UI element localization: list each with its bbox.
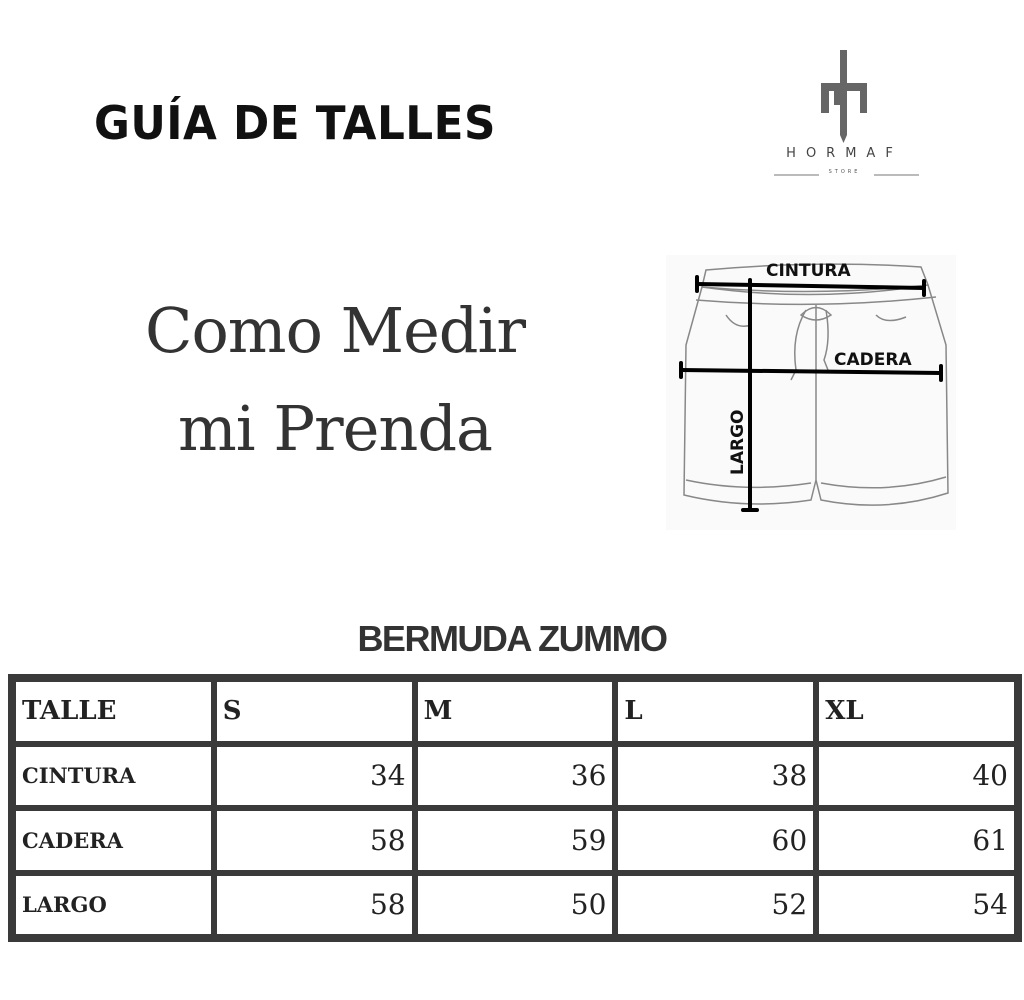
table-cell: 59 (415, 808, 616, 873)
brand-sub: STORE (828, 169, 861, 175)
table-cell: 40 (816, 744, 1017, 809)
row-label: CINTURA (13, 744, 214, 809)
table-cell: 61 (816, 808, 1017, 873)
shorts-diagram (666, 255, 956, 530)
header-cell: TALLE (13, 679, 214, 744)
shorts-icon (666, 255, 956, 530)
table-row (13, 873, 1017, 938)
how-to-line-2: mi Prenda (178, 392, 492, 465)
table-cell: 36 (415, 744, 616, 809)
table-cell: 58 (214, 873, 415, 938)
hormaf-logo-icon (752, 48, 937, 143)
table-cell: 52 (615, 873, 816, 938)
table-cell: 50 (415, 873, 616, 938)
table-cell: 58 (214, 808, 415, 873)
hip-label: CADERA (834, 350, 912, 370)
brand-name: HORMAF (786, 146, 903, 161)
length-label: LARGO (728, 409, 748, 475)
table-row (13, 808, 1017, 873)
waist-label: CINTURA (766, 261, 851, 281)
table-header-row (13, 679, 1017, 744)
how-to-measure-heading (130, 282, 540, 478)
table-row (13, 744, 1017, 809)
header-cell: M (415, 679, 616, 744)
table-cell: 60 (615, 808, 816, 873)
header-cell: L (615, 679, 816, 744)
table-cell: 38 (615, 744, 816, 809)
header-cell: XL (816, 679, 1017, 744)
product-name: BERMUDA ZUMMO (357, 618, 667, 659)
row-label: LARGO (13, 873, 214, 938)
page-title: GUÍA DE TALLES (94, 96, 496, 150)
table-cell: 34 (214, 744, 415, 809)
size-table (8, 674, 1022, 942)
brand-logo (752, 48, 937, 183)
how-to-line-1: Como Medir (145, 294, 525, 367)
header-cell: S (214, 679, 415, 744)
row-label: CADERA (13, 808, 214, 873)
table-cell: 54 (816, 873, 1017, 938)
